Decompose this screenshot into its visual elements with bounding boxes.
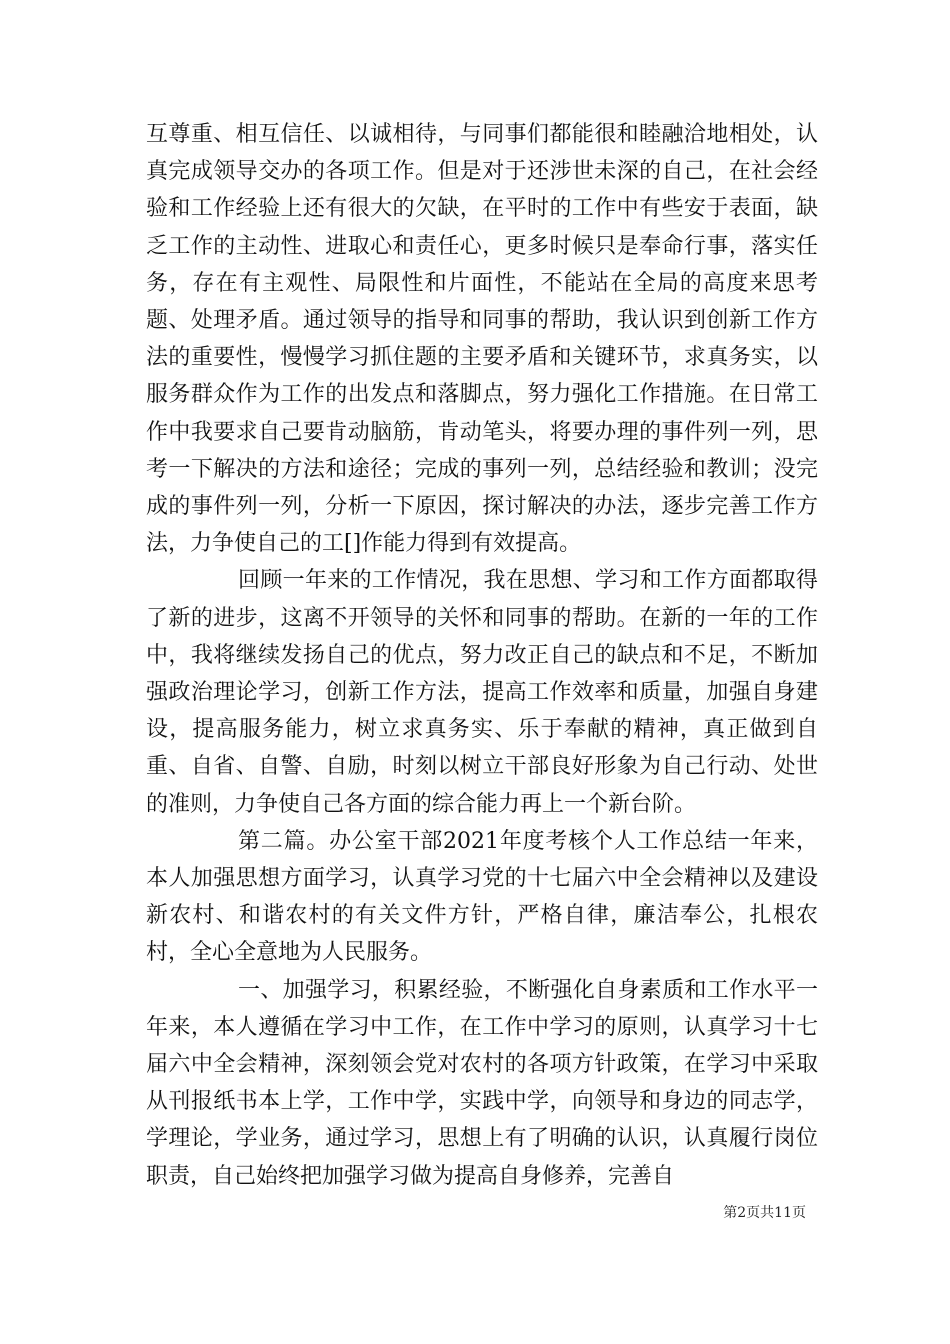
paragraph-1: 互尊重、相互信任、以诚相待，与同事们都能很和睦融洽地相处，认真完成领导交办的各项工作。但是对于还涉世未深的自己，在社会经验和工作经验上还有很大的欠缺，在平时的工作中有些安于表面，缺乏工作的主动性、进取心和责任心，更多时候只是奉命行事，落实任务，存在有主观性、局限性和片面性，不能站在全局的高度来思考题、处理矛盾。通过领导的指导和同事的帮助，我认识到创新工作方法的重要性，慢慢学习抓住题的主要矛盾和关键环节，求真务实，以服务群众作为工作的出发点和落脚点，努力强化工作措施。在日常工作中我要求自己要肯动脑筋，肯动笔头，将要办理的事件列一列，思考一下解决的方法和途径；完成的事列一列，总结经验和教训；没完成的事件列一列，分析一下原因，探讨解决的办法，逐步完善工作方法，力争使自己的工[]作能力得到有效提高。 (146, 122, 818, 557)
body-text (146, 116, 818, 1195)
paragraph-2: 回顾一年来的工作情况，我在思想、学习和工作方面都取得了新的进步，这离不开领导的关怀和同事的帮助。在新的一年的工作中，我将继续发扬自己的优点，努力改正自己的缺点和不足，不断加强政治理论学习，创新工作方法，提高工作效率和质量，加强自身建设，提高服务能力，树立求真务实、乐于奉献的精神，真正做到自重、自省、自警、自励，时刻以树立干部良好形象为自己行动、处世的准则，力争使自己各方面的综合能力再上一个新台阶。 (146, 568, 818, 817)
page-number: 第2页共11页 (723, 1205, 806, 1221)
paragraph-4: 一、加强学习，积累经验，不断强化自身素质和工作水平一年来，本人遵循在学习中工作，在工作中学习的原则，认真学习十七届六中全会精神，深刻领会党对农村的各项方针政策，在学习中采取从刊报纸书本上学，工作中学，实践中学，向领导和身边的同志学，学理论，学业务，通过学习，思想上有了明确的认识，认真履行岗位职责，自己始终把加强学习做为提高自身修养，完善自 (146, 977, 818, 1189)
paragraph-3: 第二篇。办公室干部2021年度考核个人工作总结一年来，本人加强思想方面学习，认真学习党的十七届六中全会精神以及建设新农村、和谐农村的有关文件方针，严格自律，廉洁奉公，扎根农村，全心全意地为人民服务。 (146, 828, 818, 966)
